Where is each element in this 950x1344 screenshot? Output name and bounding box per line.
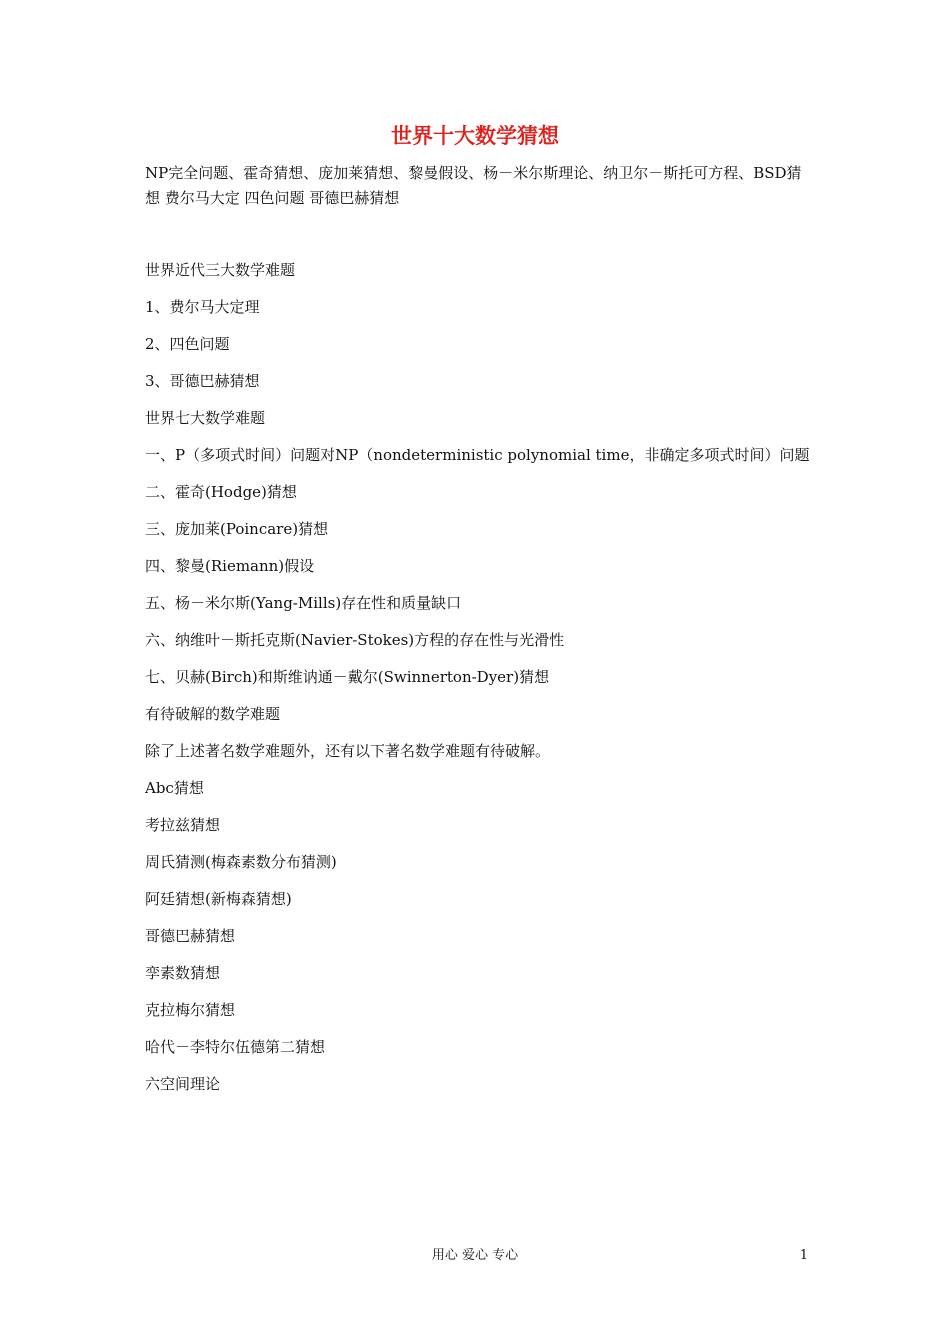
body-line: 孪素数猜想 [145,964,221,982]
body-line: 克拉梅尔猜想 [145,1001,236,1019]
body-line: 周氏猜测(梅森素数分布猜测) [145,853,337,871]
body-line: 一、P（多项式时间）问题对NP（nondeterministic polynomial time，非确定多项式时间）问题 [145,446,810,464]
body-line: 七、贝赫(Birch)和斯维讷通－戴尔(Swinnerton-Dyer)猜想 [145,668,550,686]
body-line: 四、黎曼(Riemann)假设 [145,557,315,575]
body-line: 二、霍奇(Hodge)猜想 [145,483,297,501]
body-line: 阿廷猜想(新梅森猜想) [145,890,292,908]
body-line: 1、费尔马大定理 [145,298,260,316]
body-line: 哥德巴赫猜想 [145,927,236,945]
footer-text: 用心 爱心 专心 [431,1248,519,1263]
page-number: 1 [799,1248,808,1263]
body-line: 除了上述著名数学难题外，还有以下著名数学难题有待破解。 [145,742,551,760]
body-line: 世界近代三大数学难题 [145,261,296,279]
body-line: 六空间理论 [145,1075,221,1093]
body-line: 世界七大数学难题 [145,409,266,427]
body-line: 2、四色问题 [145,335,230,353]
body-line: Abc猜想 [145,779,204,797]
body-line: 六、纳维叶－斯托克斯(Navier-Stokes)方程的存在性与光滑性 [145,631,565,649]
intro-paragraph: NP完全问题、霍奇猜想、庞加莱猜想、黎曼假设、杨－米尔斯理论、纳卫尔－斯托可方程、BSD猜想 费尔马大定 四色问题 哥德巴赫猜想 [145,164,802,207]
body-line: 哈代－李特尔伍德第二猜想 [145,1038,326,1056]
body-line: 3、哥德巴赫猜想 [145,372,260,390]
body-line: 五、杨－米尔斯(Yang-Mills)存在性和质量缺口 [145,594,462,612]
body-line: 三、庞加莱(Poincare)猜想 [145,520,329,538]
body-line: 有待破解的数学难题 [145,705,281,723]
document-body [145,258,810,1109]
body-line: 考拉兹猜想 [145,816,221,834]
document-title: 世界十大数学猜想 [391,124,559,148]
